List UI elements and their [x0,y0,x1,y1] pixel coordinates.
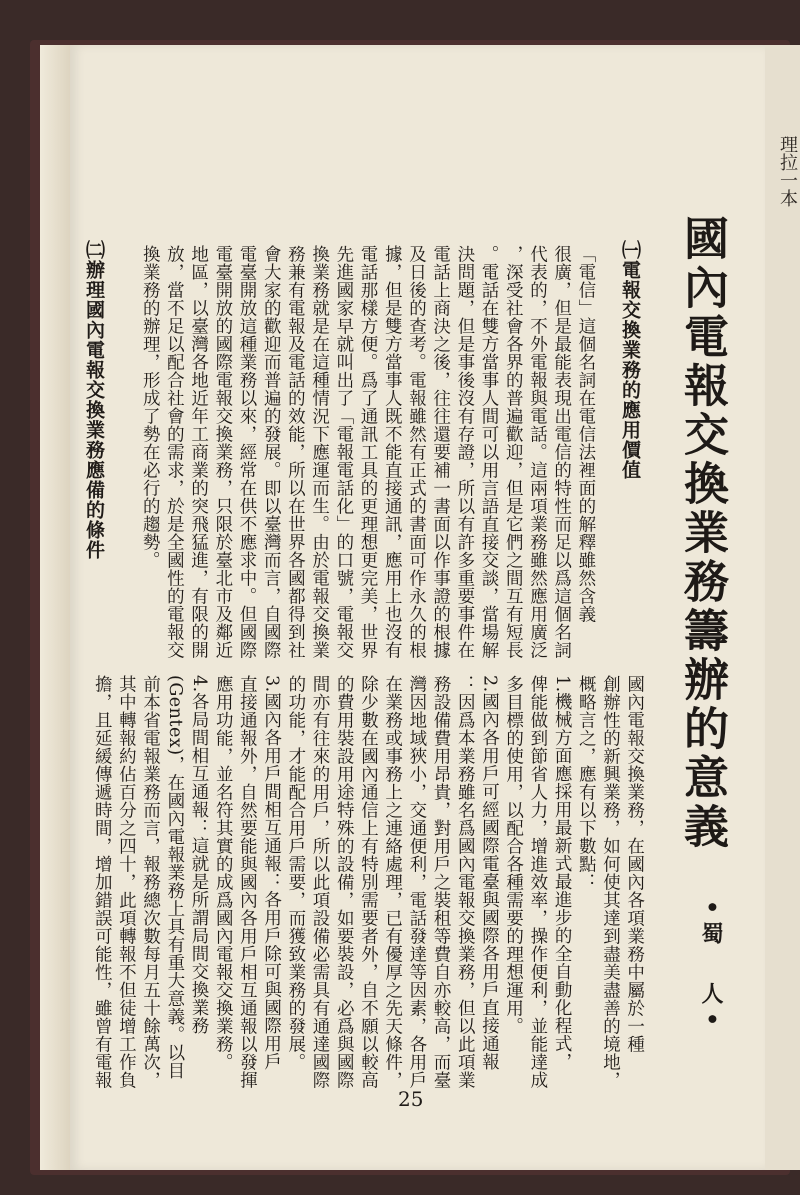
article-title: 國內電報交換業務籌辦的意義 [676,215,729,852]
section-heading-1: ㈠電報交換業務的應用價值 [619,240,641,480]
page-number: 25 [398,1087,424,1111]
next-page-text: 理拉一本 [777,135,798,207]
section-heading-2: ㈡辦理國內電報交換業務應備的條件 [83,240,105,560]
magazine-page [70,45,765,1170]
section-body-2: 國內電報交換業務，在國內各項業務中屬於一種 創辦性的新興業務，如何使其達到盡美盡善的境地， 概略言之，應有以下數點： 1.機械方面應採用最新式最進步的全自動化程式， 俾能做到節省人力，增進效率，操作便利，並能達成 多目標的使用，以配合各種需要的理想運用。 2.國內各用戶可經國際電臺與國際各用戶直接通報 ：因爲本業務雖名爲國內電報交換業務，但以此項業 務設備費用昂貴，對用戶之裝租等費自亦較高，而臺 灣因地域狹小，交通便利，電話發達等因素，各用戶 在業務或事務上之連絡處理，已有優厚之先天條件， 除少數在國內通信上有特別需要者外，自不願以較高 的費用裝設用途特殊的設備，如要裝設，必爲與國際 間亦有往來的用戶，所以此項設備必需具有通達國際 的功能，才能配合用戶需要，而獲致業務的發展。 3.國內各用戶間相互通報：各用戶除可與國際用戶 直接通報外，自然要能與國內各用戶相互通報以發揮 應用功能，並名符其實的成爲國內電報交換業務。 4.各局間相互通報：這就是所謂局間交換業務 (Gentex)，在國內電報業務上具有重大意義。以目 前本省電報業務而言，報務總次數每月五十餘萬次， 其中轉報約佔百分之四十，此項轉報不但徒增工作負 擔，且延緩傳遞時間，增加錯誤可能性，雖曾有電報 [92,675,645,1089]
section-body-1: 「電信」這個名詞在電信法裡面的解釋雖然含義 很廣，但是最能表現出電信的特性而足以爲這個名詞 代表的，不外電報與電話。這兩項業務雖然應用廣泛 ，深受社會各界的普遍歡迎，但是它們之間互有短長 。電話在雙方當事人間可以用言語直接交談，當場解 決問題，但是事後沒有存證，所以有許多重要事件在 電話上商決之後，往往還要補一書面以作事證的根據 及日後的查考。電報雖然有正式的書面可作永久的根 據，但是雙方當事人既不能直接通訊，應用上也沒有 電話那樣方便。爲了通訊工具的更理想更完美，世界 先進國家早就叫出了「電報電話化」的口號，電報交 換業務就是在這種情況下應運而生。由於電報交換業 務兼有電報及電話的效能，所以在世界各國都得到社 會大家的歡迎而普遍的發展。即以臺灣而言，自國際 電臺開放這種業務以來，經常在供不應求中。但國際 電臺開放的國際電報交換業務，只限於臺北市及鄰近 地區，以臺灣各地近年工商業的突飛猛進，有限的開 放，當不足以配合社會的需求，於是全國性的電報交 換業務的辦理，形成了勢在必行的趨勢。 [140,245,596,659]
next-page-edge [765,45,800,1170]
page-edge [40,45,70,1170]
article-author: •蜀 人• [698,900,724,1035]
